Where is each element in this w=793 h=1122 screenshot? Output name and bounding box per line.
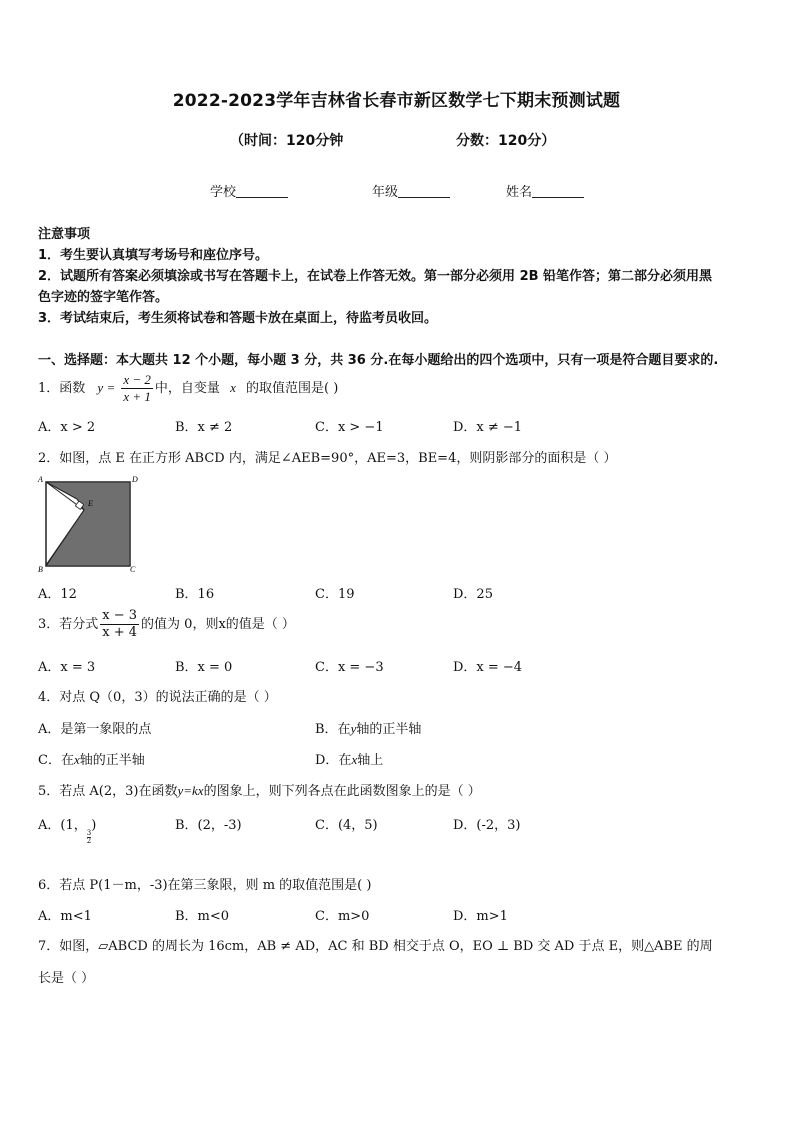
square-diagram (36, 474, 140, 574)
q5-a-num: 3 (86, 829, 92, 837)
q4-b-var: y (350, 721, 357, 736)
section-heading: 一、选择题：本大题共 12 个小题，每小题 3 分，共 36 分.在每小题给出的四个选项中，只有一项是符合题目要求的. (38, 353, 719, 368)
q1-numerator: x − 2 (123, 372, 151, 387)
question-2: 2．如图，点 E 在正方形 ABCD 内，满足∠AEB=90°，AE=3，BE=4，则阴影部分的面积是（ ） (38, 451, 617, 466)
q2-option-d[interactable]: D．25 (453, 587, 493, 602)
question-1 (38, 372, 338, 405)
q2-option-b[interactable]: B．16 (175, 587, 215, 602)
label-c: C (130, 565, 136, 574)
q3-mid: 的值为 0，则 (141, 617, 219, 632)
school-field (210, 181, 288, 200)
q3-option-b[interactable]: B．x = 0 (175, 660, 233, 675)
label-e: E (88, 499, 93, 508)
page-title: 2022-2023学年吉林省长春市新区数学七下期末预测试题 (172, 91, 621, 111)
q3-option-c[interactable]: C．x = −3 (315, 660, 384, 675)
q5-function: y=kx (177, 783, 204, 798)
q3-tail: 的值是（ ） (225, 617, 295, 632)
school-label: 学校 (210, 185, 237, 200)
q1-var: x (230, 380, 236, 395)
q4-b-prefix: B．在 (315, 722, 351, 737)
q3-option-a[interactable]: A．x = 3 (38, 660, 96, 675)
q5-a-close: ) (91, 818, 97, 833)
q3-option-d[interactable]: D．x = −4 (453, 660, 523, 675)
q6-option-a[interactable]: A．m<1 (38, 909, 92, 924)
q6-option-d[interactable]: D．m>1 (453, 909, 508, 924)
school-blank[interactable] (236, 185, 288, 198)
label-a: A (38, 475, 43, 484)
q5-text-1: 5．若点 A(2，3)在函数 (38, 784, 178, 799)
name-label: 姓名 (506, 185, 533, 200)
q6-option-b[interactable]: B．m<0 (175, 909, 230, 924)
notice-item-2b: 色字迹的签字笔作答。 (38, 290, 169, 305)
q5-option-a[interactable] (38, 814, 96, 845)
q2-option-c[interactable]: C．19 (315, 587, 355, 602)
q5-a-prefix: A．(1， (38, 818, 87, 833)
q3-prefix: 3．若分式 (38, 617, 99, 632)
q4-b-suffix: 轴的正半轴 (356, 722, 422, 737)
notice-heading: 注意事项 (38, 227, 91, 242)
q1-suffix: 中，自变量 (154, 381, 220, 396)
q1-tail: 的取值范围是( ) (245, 381, 339, 396)
q4-d-prefix: D．在 (315, 753, 352, 768)
q3-denominator: x + 4 (102, 625, 138, 640)
name-field (506, 181, 584, 200)
q5-a-den: 2 (86, 837, 92, 845)
q1-fraction (121, 372, 153, 405)
q4-c-prefix: C．在 (38, 753, 74, 768)
name-blank[interactable] (532, 185, 584, 198)
exam-score: 分数：120分） (456, 133, 556, 149)
question-7-line-1: 7．如图，▱ABCD 的周长为 16cm，AB ≠ AD，AC 和 BD 相交于点 O，EO ⊥ BD 交 AD 于点 E，则△ABE 的周 (38, 939, 713, 954)
shaded-region (46, 482, 130, 566)
q2-option-a[interactable]: A．12 (38, 587, 77, 602)
q1-denominator: x + 1 (123, 389, 151, 404)
q1-prefix: 1．函数 (38, 381, 86, 396)
grade-label: 年级 (372, 185, 399, 200)
q3-numerator: x − 3 (102, 608, 138, 623)
q5-option-c[interactable]: C．(4，5) (315, 818, 378, 833)
q4-c-var: x (73, 752, 80, 767)
q4-option-d[interactable] (315, 749, 383, 768)
question-4: 4．对点 Q（0，3）的说法正确的是（ ） (38, 690, 277, 705)
notice-item-1: 1．考生要认真填写考场号和座位序号。 (38, 248, 269, 263)
q4-option-c[interactable] (38, 749, 145, 768)
q4-d-var: x (351, 752, 358, 767)
grade-field (372, 181, 450, 200)
notice-item-3: 3．考试结束后，考生须将试卷和答题卡放在桌面上，待监考员收回。 (38, 311, 438, 326)
q4-c-suffix: 轴的正半轴 (79, 753, 145, 768)
notice-item-2a: 2．试题所有答案必须填涂或书写在答题卡上，在试卷上作答无效。第一部分必须用 2B 铅笔作答；第二部分必须用黑 (38, 269, 713, 284)
grade-blank[interactable] (398, 185, 450, 198)
q4-option-b[interactable] (315, 718, 421, 737)
q1-y: y = (97, 380, 116, 395)
q1-option-c[interactable]: C．x > −1 (315, 420, 384, 435)
exam-time: （时间：120分钟 (230, 133, 344, 149)
label-b: B (38, 565, 43, 574)
question-7-line-2: 长是（ ） (38, 971, 95, 986)
q3-fraction (100, 608, 139, 641)
label-d: D (132, 475, 138, 484)
question-5 (38, 780, 481, 799)
q1-option-d[interactable]: D．x ≠ −1 (453, 420, 523, 435)
q5-option-d[interactable]: D．(-2，3) (453, 818, 521, 833)
q5-text-2: 的图象上，则下列各点在此函数图象上的是（ ） (203, 784, 481, 799)
q6-option-c[interactable]: C．m>0 (315, 909, 370, 924)
q1-option-a[interactable]: A．x > 2 (38, 420, 96, 435)
q5-option-b[interactable]: B．(2，-3) (175, 818, 242, 833)
q1-option-b[interactable]: B．x ≠ 2 (175, 420, 233, 435)
q4-d-suffix: 轴上 (357, 753, 384, 768)
question-6: 6．若点 P(1－m，-3)在第三象限，则 m 的取值范围是( ) (38, 878, 372, 893)
question-3 (38, 608, 295, 641)
q3-var: x (218, 617, 226, 632)
q4-option-a[interactable]: A．是第一象限的点 (38, 722, 152, 737)
